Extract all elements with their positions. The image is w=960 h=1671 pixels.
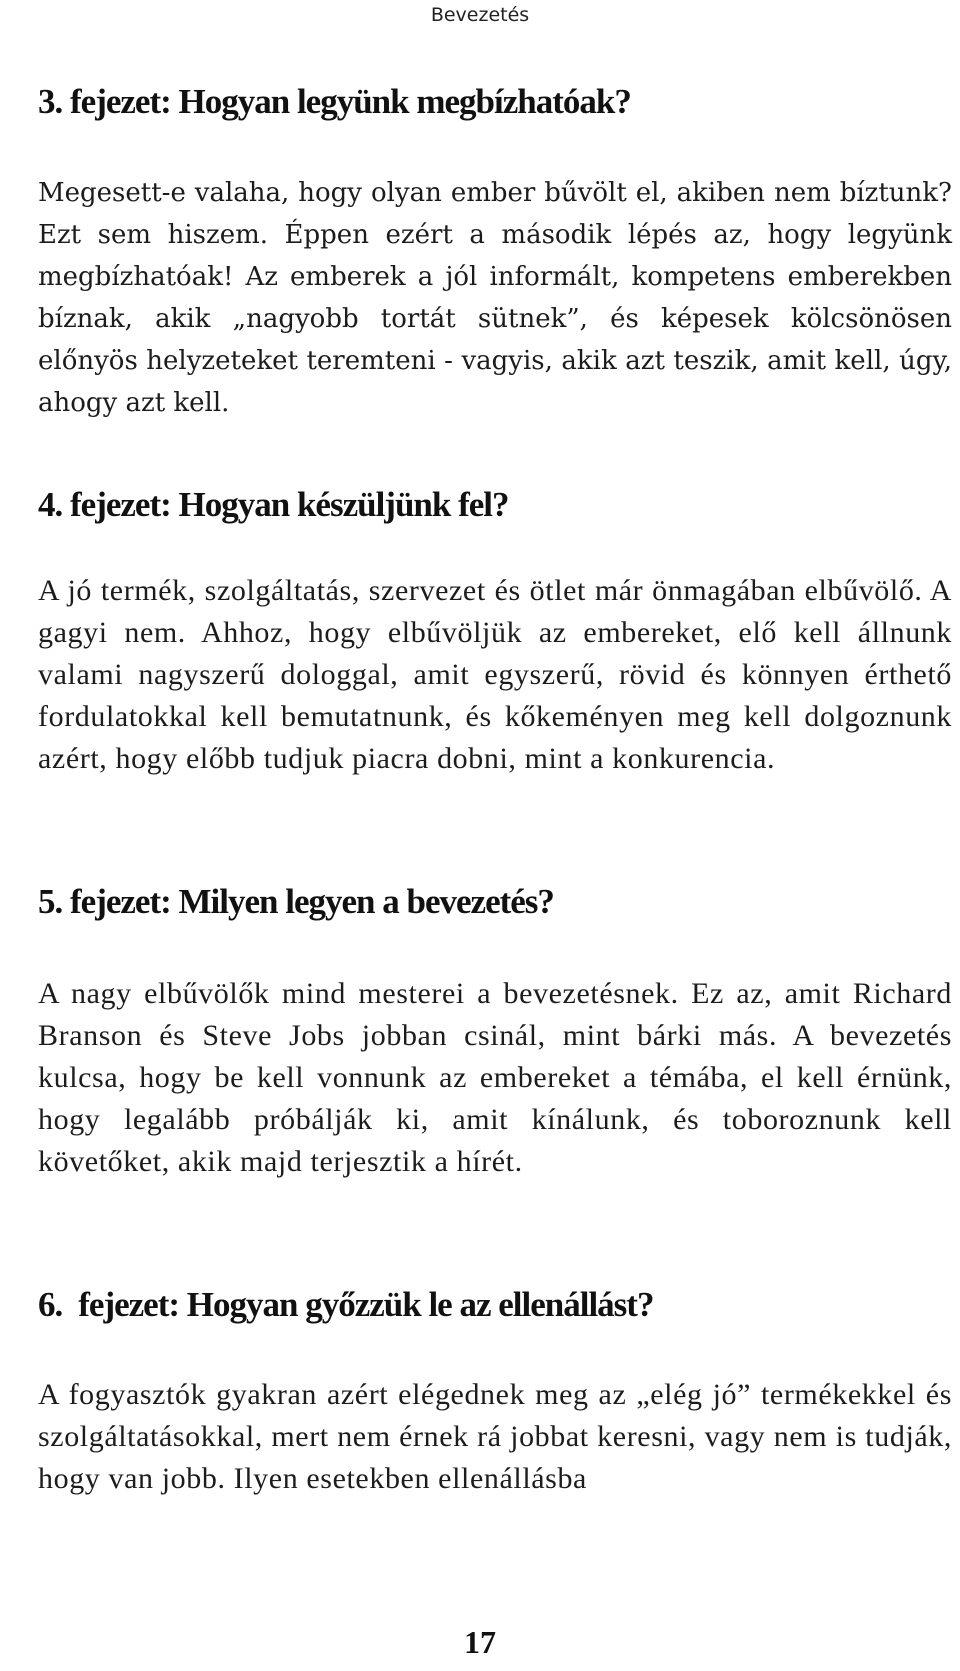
chapter-6-paragraph: A fogyasztók gyakran azért elégednek meg az „elég jó” termékekkel és szolgáltatásokkal, mert nem érnek rá jobbat keresni, vagy nem is tudják, hogy van jobb. Ilyen esetekben ellenállásba [38, 1378, 952, 1495]
chapter-4-paragraph: A jó termék, szolgáltatás, szervezet és ötlet már önmagában elbűvölő. A gagyi nem. Ahhoz, hogy elbűvöljük az embereket, elő kell állnunk valami nagyszerű dologgal, amit egyszerű, rövid és könnyen érthető fordulatokkal kell bemutatnunk, és kőkeményen meg kell dolgoznunk azért, hogy előbb tudjuk piacra dobni, mint a konkurencia. [38, 574, 952, 775]
chapter-6-number: 6. [38, 1285, 63, 1324]
chapter-4-title: 4. fejezet: Hogyan készüljünk fel? [38, 485, 509, 524]
chapter-6-title-text: fejezet: Hogyan győzzük le az ellenállást? [78, 1285, 654, 1324]
chapter-3-paragraph: Megesett-e valaha, hogy olyan ember bűvölt el, akiben nem bíztunk? Ezt sem hiszem. Éppen ezért a második lépés az, hogy legyünk megbízhatóak! Az emberek a jól informált, kompetens emberekben bíznak, akik „nagyobb tortát sütnek”, és képesek kölcsönösen előnyös helyzeteket teremteni - vagyis, akik azt teszik, amit kell, úgy, ahogy azt kell. [38, 178, 952, 418]
chapter-6-title [38, 1285, 952, 1325]
page-number: 17 [464, 1624, 496, 1660]
chapter-5-paragraph: A nagy elbűvölők mind mesterei a bevezetésnek. Ez az, amit Richard Branson és Steve Jobs jobban csinál, mint bárki más. A bevezetés kulcsa, hogy be kell vonnunk az embereket a témába, el kell érnünk, hogy legalább próbálják ki, amit kínálunk, és toboroznunk kell követőket, akik majd terjesztik a hírét. [38, 977, 952, 1178]
running-header: Bevezetés [430, 4, 530, 26]
chapter-3-title: 3. fejezet: Hogyan legyünk megbízhatóak? [38, 82, 631, 121]
chapter-5-title: 5. fejezet: Milyen legyen a bevezetés? [38, 882, 554, 921]
